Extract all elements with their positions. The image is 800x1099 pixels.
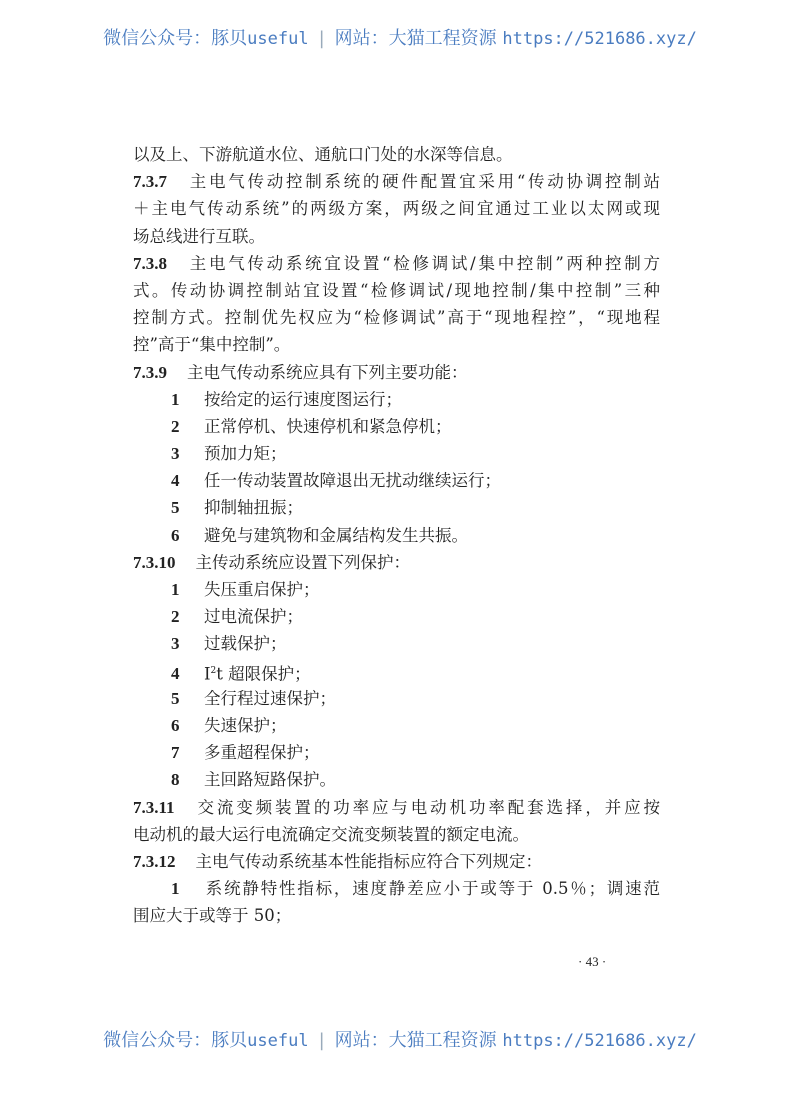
list-item — [133, 875, 660, 902]
item-text: 失速保护； — [204, 715, 287, 735]
wm-url: https://521686.xyz/ — [502, 29, 697, 49]
item-text: 多重超程保护； — [204, 743, 320, 763]
list-item — [133, 712, 660, 739]
list-item — [133, 685, 660, 712]
item-number: 1 — [171, 580, 180, 599]
item-number: 1 — [171, 879, 180, 899]
wm-site: 网站：大猫工程资源 — [334, 28, 497, 49]
text: 主电气传动系统应具有下列主要功能： — [187, 362, 468, 382]
wm-sep: | — [318, 1030, 325, 1051]
list-item — [133, 739, 660, 766]
text-line: 场总线进行互联。 — [133, 226, 265, 246]
item-number: 8 — [171, 770, 180, 790]
wm-prefix: 微信公众号：豚贝 — [103, 1030, 248, 1051]
item-text: 正常停机、快速停机和紧急停机； — [204, 416, 452, 436]
text: 主电气传动控制系统的硬件配置宜采用“传动协调控制站 — [187, 172, 660, 192]
document-body — [133, 141, 660, 929]
item-text: 任一传动装置故障退出无扰动继续运行； — [204, 471, 501, 491]
text-line: ＋主电气传动系统”的两级方案，两级之间宜通过工业以太网或现 — [133, 199, 660, 219]
text-line: 控”高于“集中控制”。 — [133, 335, 291, 355]
item-number: 3 — [171, 634, 180, 654]
list-item — [133, 630, 660, 657]
clause-7-3-12 — [133, 848, 660, 875]
list-item — [133, 658, 660, 685]
item-text: 按给定的运行速度图运行； — [204, 389, 402, 409]
wm-prefix: 微信公众号：豚贝 — [103, 28, 248, 49]
clause-number: 7.3.11 — [133, 797, 175, 817]
wm-brand: useful — [247, 1031, 309, 1051]
clause-number: 7.3.7 — [133, 172, 167, 192]
item-text: 全行程过速保护； — [204, 688, 336, 708]
list-item — [133, 522, 660, 549]
clause-7-3-10 — [133, 549, 660, 576]
item-text: 过电流保护； — [204, 607, 303, 627]
list-item — [133, 494, 660, 521]
item-text: t 超限保护； — [216, 664, 311, 684]
item-prefix: I — [204, 664, 211, 684]
item-text: 主回路短路保护。 — [204, 770, 336, 790]
clause-number: 7.3.9 — [133, 362, 167, 382]
item-number: 3 — [171, 444, 180, 464]
clause-7-3-9 — [133, 359, 660, 386]
item-text: 过载保护； — [204, 634, 287, 654]
item-text: 失压重启保护； — [204, 580, 320, 599]
clause-number: 7.3.8 — [133, 253, 167, 273]
item-text: 系统静特性指标，速度静差应小于或等于 0.5％；调速范 — [204, 879, 660, 899]
wm-site: 网站：大猫工程资源 — [334, 1030, 497, 1051]
wm-brand: useful — [247, 29, 309, 49]
item-number: 6 — [171, 525, 180, 545]
text: 主电气传动系统宜设置“检修调试/集中控制”两种控制方 — [187, 253, 660, 273]
text-line: 式。传动协调控制站宜设置“检修调试/现地控制/集中控制”三种 — [133, 280, 660, 300]
item-text: 避免与建筑物和金属结构发生共振。 — [204, 525, 468, 545]
item-number: 2 — [171, 416, 180, 436]
list-item — [133, 467, 660, 494]
watermark-footer — [0, 1026, 800, 1052]
text: 主电气传动系统基本性能指标应符合下列规定： — [195, 851, 542, 871]
text: 交流变频装置的功率应与电动机功率配套选择，并应按 — [194, 797, 660, 817]
item-number: 5 — [171, 688, 180, 708]
clause-7-3-8 — [133, 250, 660, 277]
list-item — [133, 440, 660, 467]
list-item — [133, 603, 660, 630]
text-line: 电动机的最大运行电流确定交流变频装置的额定电流。 — [133, 824, 529, 844]
item-number: 4 — [171, 471, 180, 491]
item-text: 预加力矩； — [204, 444, 287, 464]
list-item — [133, 766, 660, 793]
clause-number: 7.3.12 — [133, 851, 176, 871]
text-line: 围应大于或等于 50； — [133, 906, 292, 926]
item-number: 2 — [171, 607, 180, 627]
wm-url: https://521686.xyz/ — [502, 1031, 697, 1051]
item-number: 6 — [171, 715, 180, 735]
list-item — [133, 576, 660, 603]
watermark-header — [0, 24, 800, 50]
list-item — [133, 386, 660, 413]
wm-sep: | — [318, 28, 325, 49]
text-line: 控制方式。控制优先权应为“检修调试”高于“现地程控”，“现地程 — [133, 308, 660, 328]
item-text: 抑制轴扭振； — [204, 498, 303, 518]
clause-number: 7.3.10 — [133, 552, 176, 572]
superscript: 2 — [210, 665, 217, 676]
text-line: 以及上、下游航道水位、通航口门处的水深等信息。 — [133, 145, 513, 164]
item-number: 7 — [171, 743, 180, 763]
clause-7-3-7 — [133, 168, 660, 195]
item-number: 5 — [171, 498, 180, 518]
item-number: 1 — [171, 389, 180, 409]
text: 主传动系统应设置下列保护： — [195, 552, 410, 572]
list-item — [133, 413, 660, 440]
item-number: 4 — [171, 664, 180, 684]
clause-7-3-11 — [133, 794, 660, 821]
page-number: · 43 · — [578, 954, 607, 969]
